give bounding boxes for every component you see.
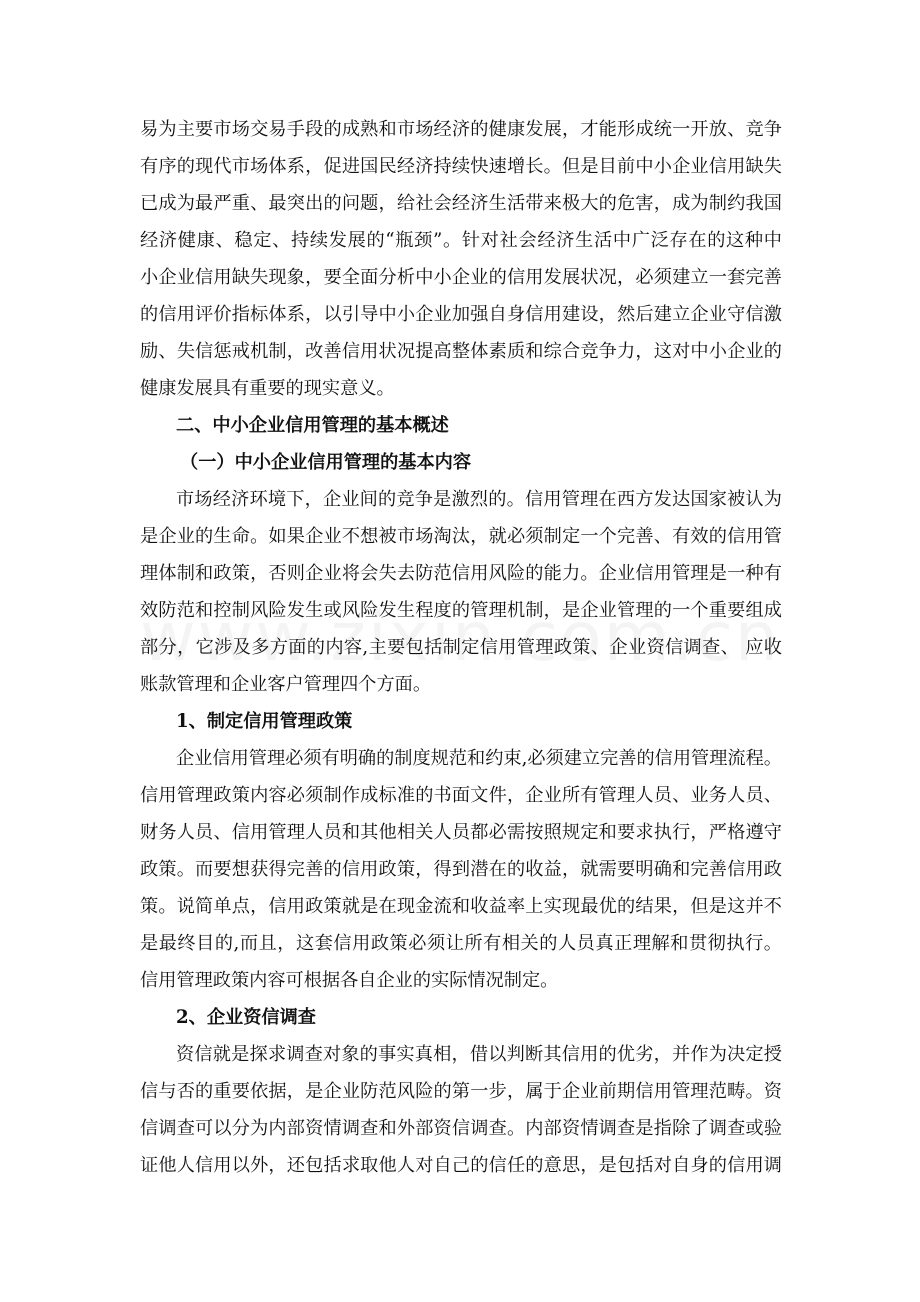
paragraph-line: 资信就是探求调查对象的事实真相，借以判断其信用的优劣，并作为决定授 bbox=[176, 1044, 782, 1065]
paragraph-line: 励、失信惩戒机制，改善信用状况提高整体素质和综合竞争力，这对中小企业的 bbox=[140, 341, 782, 362]
paragraph-line: 市场经济环境下，企业间的竞争是激烈的。信用管理在西方发达国家被认为 bbox=[176, 489, 782, 510]
paragraph-line: 理体制和政策，否则企业将会失去防范信用风险的能力。企业信用管理是一种有 bbox=[140, 563, 782, 584]
paragraph-line: 是最终目的,而且，这套信用政策必须让所有相关的人员真正理解和贯彻执行。 bbox=[140, 933, 782, 954]
paragraph-line: 经济健康、稳定、持续发展的“瓶颈”。针对社会经济生活中广泛存在的这种中 bbox=[140, 230, 782, 251]
paragraph-line: 账款管理和企业客户管理四个方面。 bbox=[140, 674, 432, 695]
paragraph-line: 信与否的重要依据，是企业防范风险的第一步，属于企业前期信用管理范畴。资 bbox=[140, 1081, 782, 1102]
paragraph-line: 有序的现代市场体系，促进国民经济持续快速增长。但是目前中小企业信用缺失 bbox=[140, 156, 782, 177]
paragraph-line: 信用管理政策内容必须制作成标准的书面文件，企业所有管理人员、业务人员、 bbox=[140, 785, 782, 806]
section-heading: 二、中小企业信用管理的基本概述 bbox=[176, 415, 449, 436]
paragraph-line: 健康发展具有重要的现实意义。 bbox=[140, 378, 395, 399]
paragraph-line: 小企业信用缺失现象，要全面分析中小企业的信用发展状况，必须建立一套完善 bbox=[140, 267, 782, 288]
paragraph-line: 已成为最严重、最突出的问题，给社会经济生活带来极大的危害，成为制约我国 bbox=[140, 193, 782, 214]
paragraph-line: 效防范和控制风险发生或风险发生程度的管理机制，是企业管理的一个重要组成 bbox=[140, 600, 782, 621]
paragraph-line: 部分，它涉及多方面的内容,主要包括制定信用管理政策、企业资信调查、 应收 bbox=[140, 637, 782, 658]
item-heading: 1、制定信用管理政策 bbox=[176, 711, 353, 732]
paragraph-line: 企业信用管理必须有明确的制度规范和约束,必须建立完善的信用管理流程。 bbox=[176, 748, 782, 769]
paragraph-line: 信调查可以分为内部资情调查和外部资信调查。内部资情调查是指除了调查或验 bbox=[140, 1118, 782, 1139]
item-heading: 2、企业资信调查 bbox=[176, 1007, 316, 1028]
paragraph-line: 信用管理政策内容可根据各自企业的实际情况制定。 bbox=[140, 970, 559, 991]
paragraph-line: 是企业的生命。如果企业不想被市场淘汰，就必须制定一个完善、有效的信用管 bbox=[140, 526, 782, 547]
subsection-heading: （一）中小企业信用管理的基本内容 bbox=[180, 452, 472, 473]
paragraph-line: 证他人信用以外，还包括求取他人对自己的信任的意思，是包括对自身的信用调 bbox=[140, 1155, 782, 1176]
paragraph-line: 的信用评价指标体系，以引导中小企业加强自身信用建设，然后建立企业守信激 bbox=[140, 304, 782, 325]
paragraph-line: 策。说简单点，信用政策就是在现金流和收益率上实现最优的结果，但是这并不 bbox=[140, 896, 782, 917]
paragraph-line: 财务人员、信用管理人员和其他相关人员都必需按照规定和要求执行，严格遵守 bbox=[140, 822, 782, 843]
paragraph-line: 易为主要市场交易手段的成熟和市场经济的健康发展，才能形成统一开放、竞争 bbox=[140, 119, 782, 140]
paragraph-line: 政策。而要想获得完善的信用政策，得到潜在的收益，就需要明确和完善信用政 bbox=[140, 859, 782, 880]
